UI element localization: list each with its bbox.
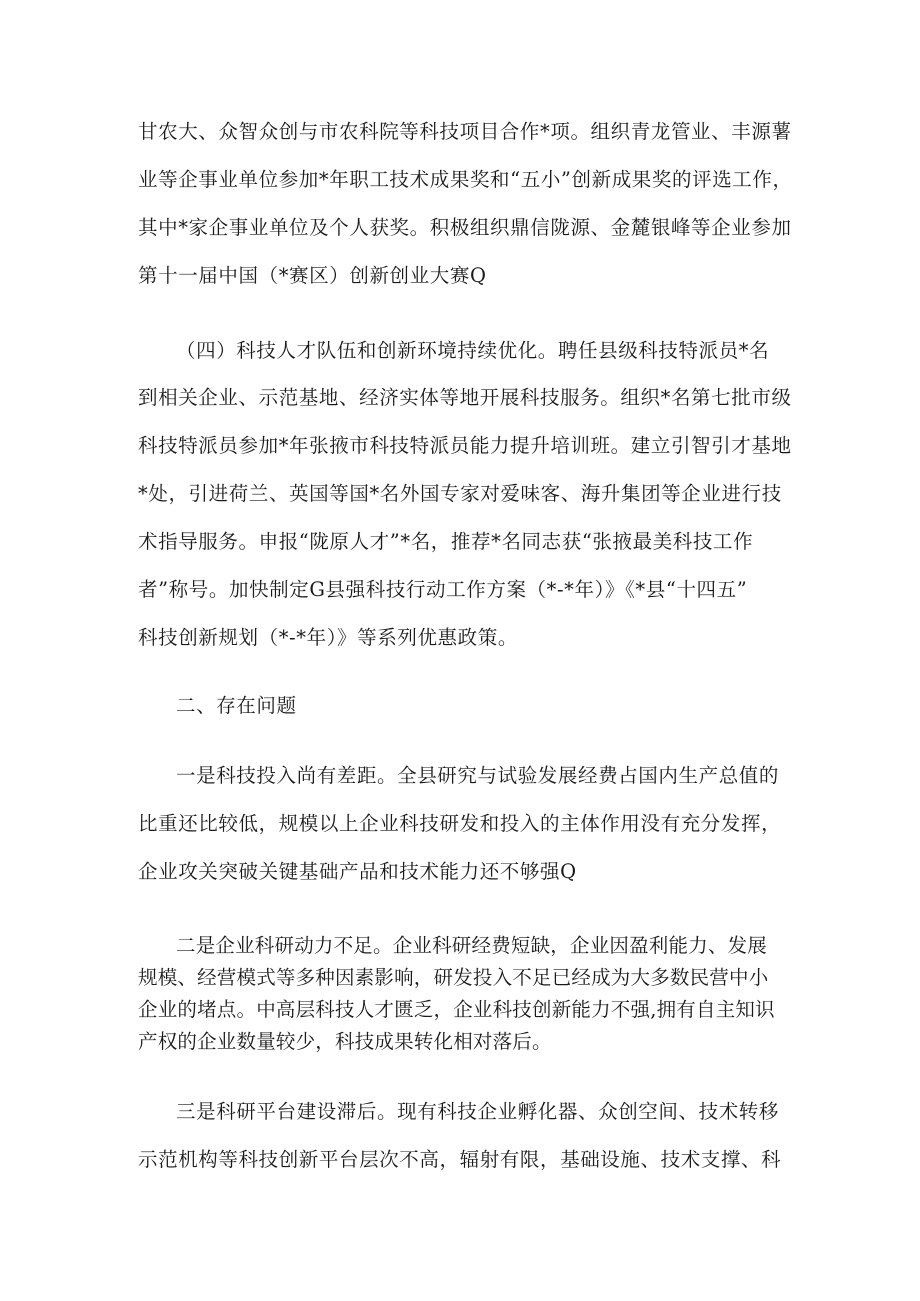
text-line: *处，引进荷兰、英国等国*名外国专家对爱味客、海升集团等企业进行技	[138, 482, 782, 505]
text-line: 规模、经营模式等多种因素影响，研发投入不足已经成为大多数民营中小	[138, 966, 769, 989]
text-line: 者”称号。加快制定G县强科技行动工作方案（*-*年）》《*县“十四五”	[138, 578, 748, 601]
text-line: 产权的企业数量较少，科技成果转化相对落后。	[138, 1030, 552, 1053]
text-line: 企业的堵点。中高层科技人才匮乏，企业科技创新能力不强,拥有自主知识	[138, 998, 775, 1021]
text-line: 科技特派员参加*年张掖市科技特派员能力提升培训班。建立引智引才基地	[138, 434, 792, 457]
text-line: 一是科技投入尚有差距。全县研究与试验发展经费占国内生产总值的	[176, 764, 780, 787]
text-line: 到相关企业、示范基地、经济实体等地开展科技服务。组织*名第七批市级	[138, 386, 792, 409]
text-line: 企业攻关突破关键基础产品和技术能力还不够强Q	[138, 860, 577, 883]
text-line: 三是科研平台建设滞后。现有科技企业孵化器、众创空间、技术转移	[176, 1100, 780, 1123]
text-line: 甘农大、众智众创与市农科院等科技项目合作*项。组织青龙管业、丰源薯	[138, 120, 792, 143]
section-heading: 二、存在问题	[176, 694, 297, 717]
text-line: 科技创新规划（*-*年）》等系列优惠政策。	[138, 626, 518, 649]
text-line: 比重还比较低，规模以上企业科技研发和投入的主体作用没有充分发挥，	[138, 812, 782, 835]
text-line: 业等企事业单位参加*年职工技术成果奖和“五小”创新成果奖的评选工作，	[138, 168, 793, 191]
text-line: 术指导服务。申报“陇原人才”*名，推荐*名同志获“张掖最美科技工作	[138, 530, 754, 553]
text-line: 示范机构等科技创新平台层次不高，辐射有限，基础设施、技术支撑、科	[138, 1148, 782, 1171]
text-line: 第十一届中国（*赛区）创新创业大赛Q	[138, 264, 487, 287]
text-line: 二是企业科研动力不足。企业科研经费短缺，企业因盈利能力、发展	[176, 934, 768, 957]
text-line: 其中*家企事业单位及个人获奖。积极组织鼎信陇源、金麓银峰等企业参加	[138, 216, 792, 239]
text-line: （四）科技人才队伍和创新环境持续优化。聘任县级科技特派员*名	[176, 339, 770, 362]
